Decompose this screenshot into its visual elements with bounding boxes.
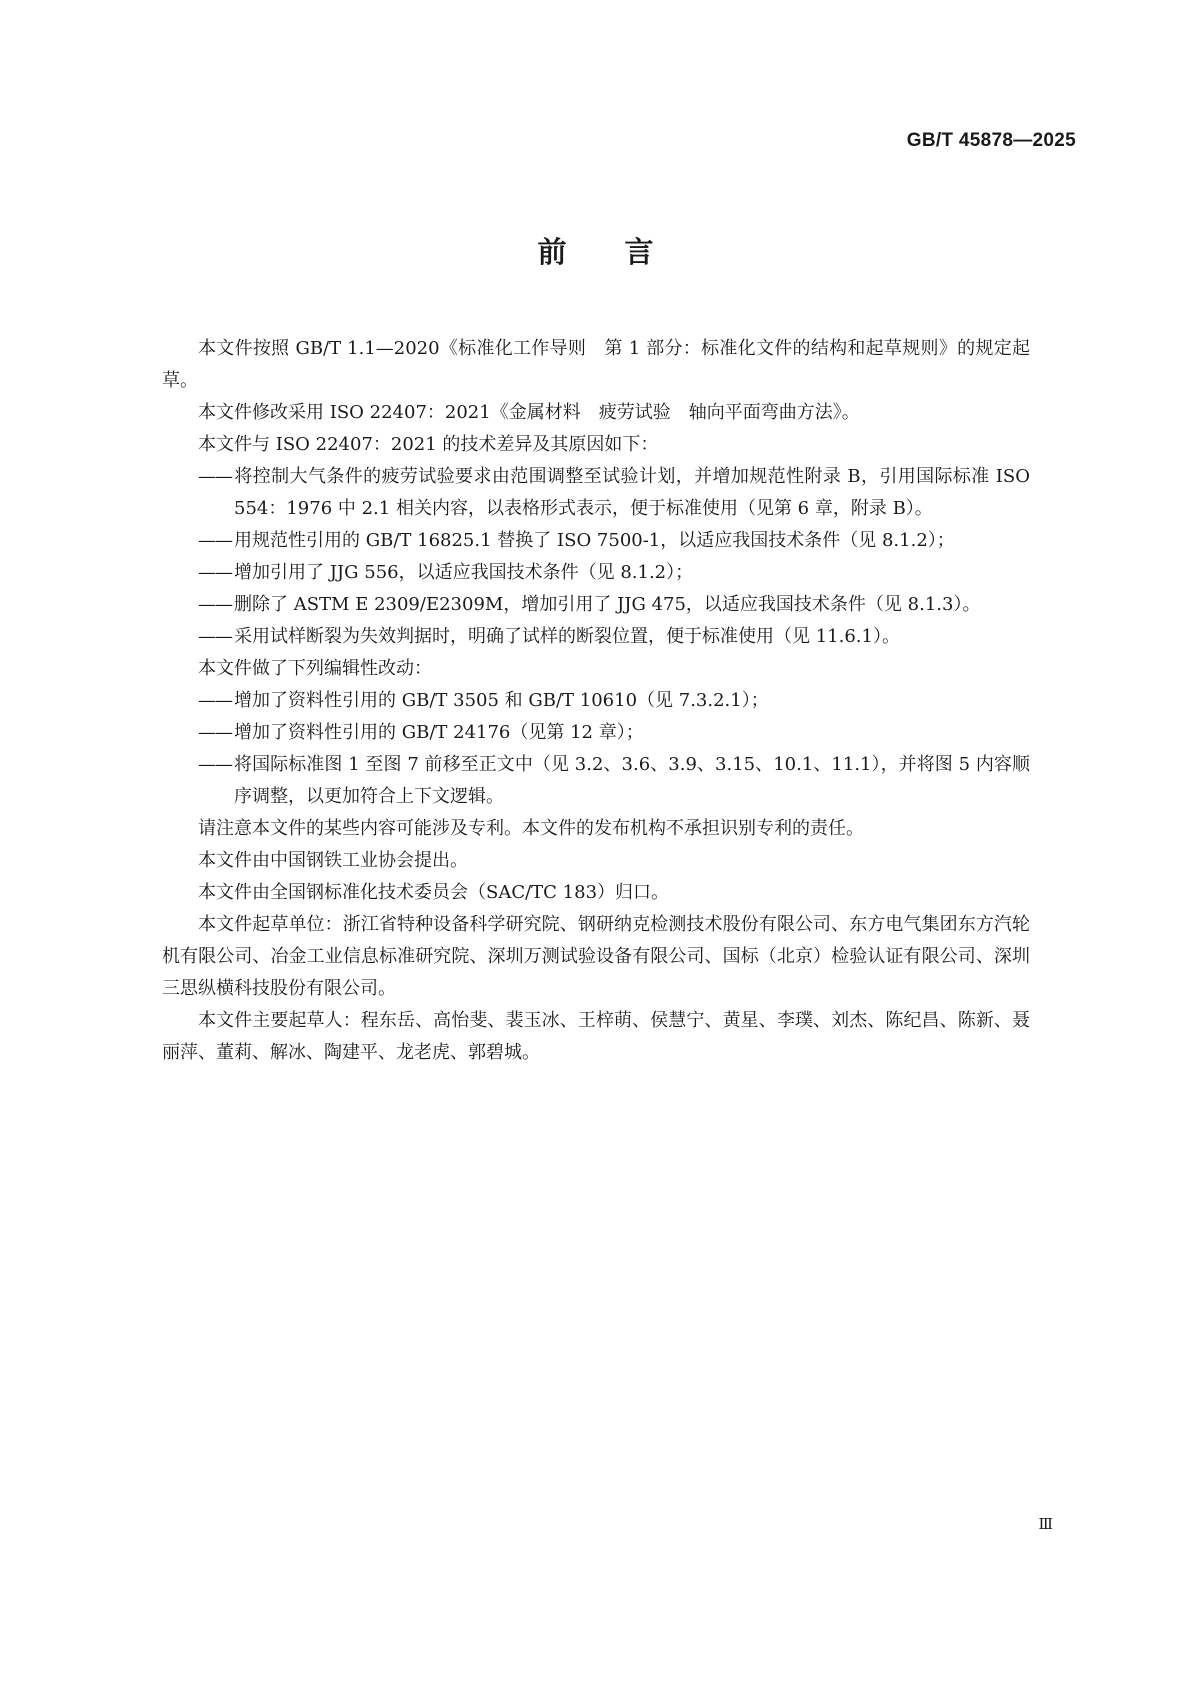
dash-marker: —— [198,690,232,711]
paragraph-proposer: 本文件由中国钢铁工业协会提出。 [198,850,468,871]
page-title: 前言 [537,235,712,269]
paragraph-committee: 本文件由全国钢标准化技术委员会（SAC/TC 183）归口。 [198,882,670,903]
dash-marker: —— [198,722,232,743]
list-item-text: 将国际标准图 1 至图 7 前移至正文中（见 3.2、3.6、3.9、3.15、10.1、11.1），并将图 5 内容顺序调整，以更加符合上下文逻辑。 [234,754,1030,807]
list-item [162,461,1030,525]
list-item-text: 增加了资料性引用的 GB/T 24176（见第 12 章）； [234,722,644,743]
list-item-text: 采用试样断裂为失效判据时，明确了试样的断裂位置，便于标准使用（见 11.6.1）。 [234,626,900,647]
paragraph-modified-adoption: 本文件修改采用 ISO 22407：2021《金属材料 疲劳试验 轴向平面弯曲方法》。 [198,402,860,423]
list-item-text: 增加了资料性引用的 GB/T 3505 和 GB/T 10610（见 7.3.2.1）； [234,690,769,711]
paragraph-editorial-intro: 本文件做了下列编辑性改动： [198,658,432,679]
paragraph-drafters: 本文件主要起草人：程东岳、高怡斐、裴玉冰、王梓萌、侯慧宁、黄星、李璞、刘杰、陈纪昌、陈新、聂丽萍、董莉、解冰、陶建平、龙老虎、郭碧城。 [162,1010,1030,1063]
paragraph-patent-notice: 请注意本文件的某些内容可能涉及专利。本文件的发布机构不承担识别专利的责任。 [198,818,864,839]
list-item-text: 增加引用了 JJG 556，以适应我国技术条件（见 8.1.2）； [234,562,694,583]
list-item [162,685,1030,717]
list-item-text: 用规范性引用的 GB/T 16825.1 替换了 ISO 7500-1，以适应我国技术条件（见 8.1.2）； [234,530,955,551]
list-item [162,749,1030,813]
dash-marker: —— [198,754,232,775]
dash-marker: —— [198,466,232,487]
list-item [162,525,1030,557]
list-item [162,717,1030,749]
dash-marker: —— [198,530,232,551]
list-item [162,557,1030,589]
paragraph-drafting-organizations: 本文件起草单位：浙江省特种设备科学研究院、钢研纳克检测技术股份有限公司、东方电气集团东方汽轮机有限公司、冶金工业信息标准研究院、深圳万测试验设备有限公司、国标（北京）检验认证有限公司、深圳三思纵横科技股份有限公司。 [162,914,1030,999]
page-number: Ⅲ [1038,1515,1053,1533]
list-item-text: 将控制大气条件的疲劳试验要求由范围调整至试验计划，并增加规范性附录 B，引用国际标准 ISO 554：1976 中 2.1 相关内容，以表格形式表示，便于标准使用（见第 6 章，附录 B）。 [234,466,1030,519]
dash-marker: —— [198,594,232,615]
list-item [162,621,1030,653]
foreword-body [162,333,1030,1069]
paragraph-drafting-rules: 本文件按照 GB/T 1.1—2020《标准化工作导则 第 1 部分：标准化文件的结构和起草规则》的规定起草。 [162,338,1030,391]
dash-marker: —— [198,562,232,583]
dash-marker: —— [198,626,232,647]
list-item [162,589,1030,621]
standard-code: GB/T 45878—2025 [906,130,1076,151]
paragraph-technical-differences-intro: 本文件与 ISO 22407：2021 的技术差异及其原因如下： [198,434,659,455]
list-item-text: 删除了 ASTM E 2309/E2309M，增加引用了 JJG 475，以适应我国技术条件（见 8.1.3）。 [234,594,981,615]
